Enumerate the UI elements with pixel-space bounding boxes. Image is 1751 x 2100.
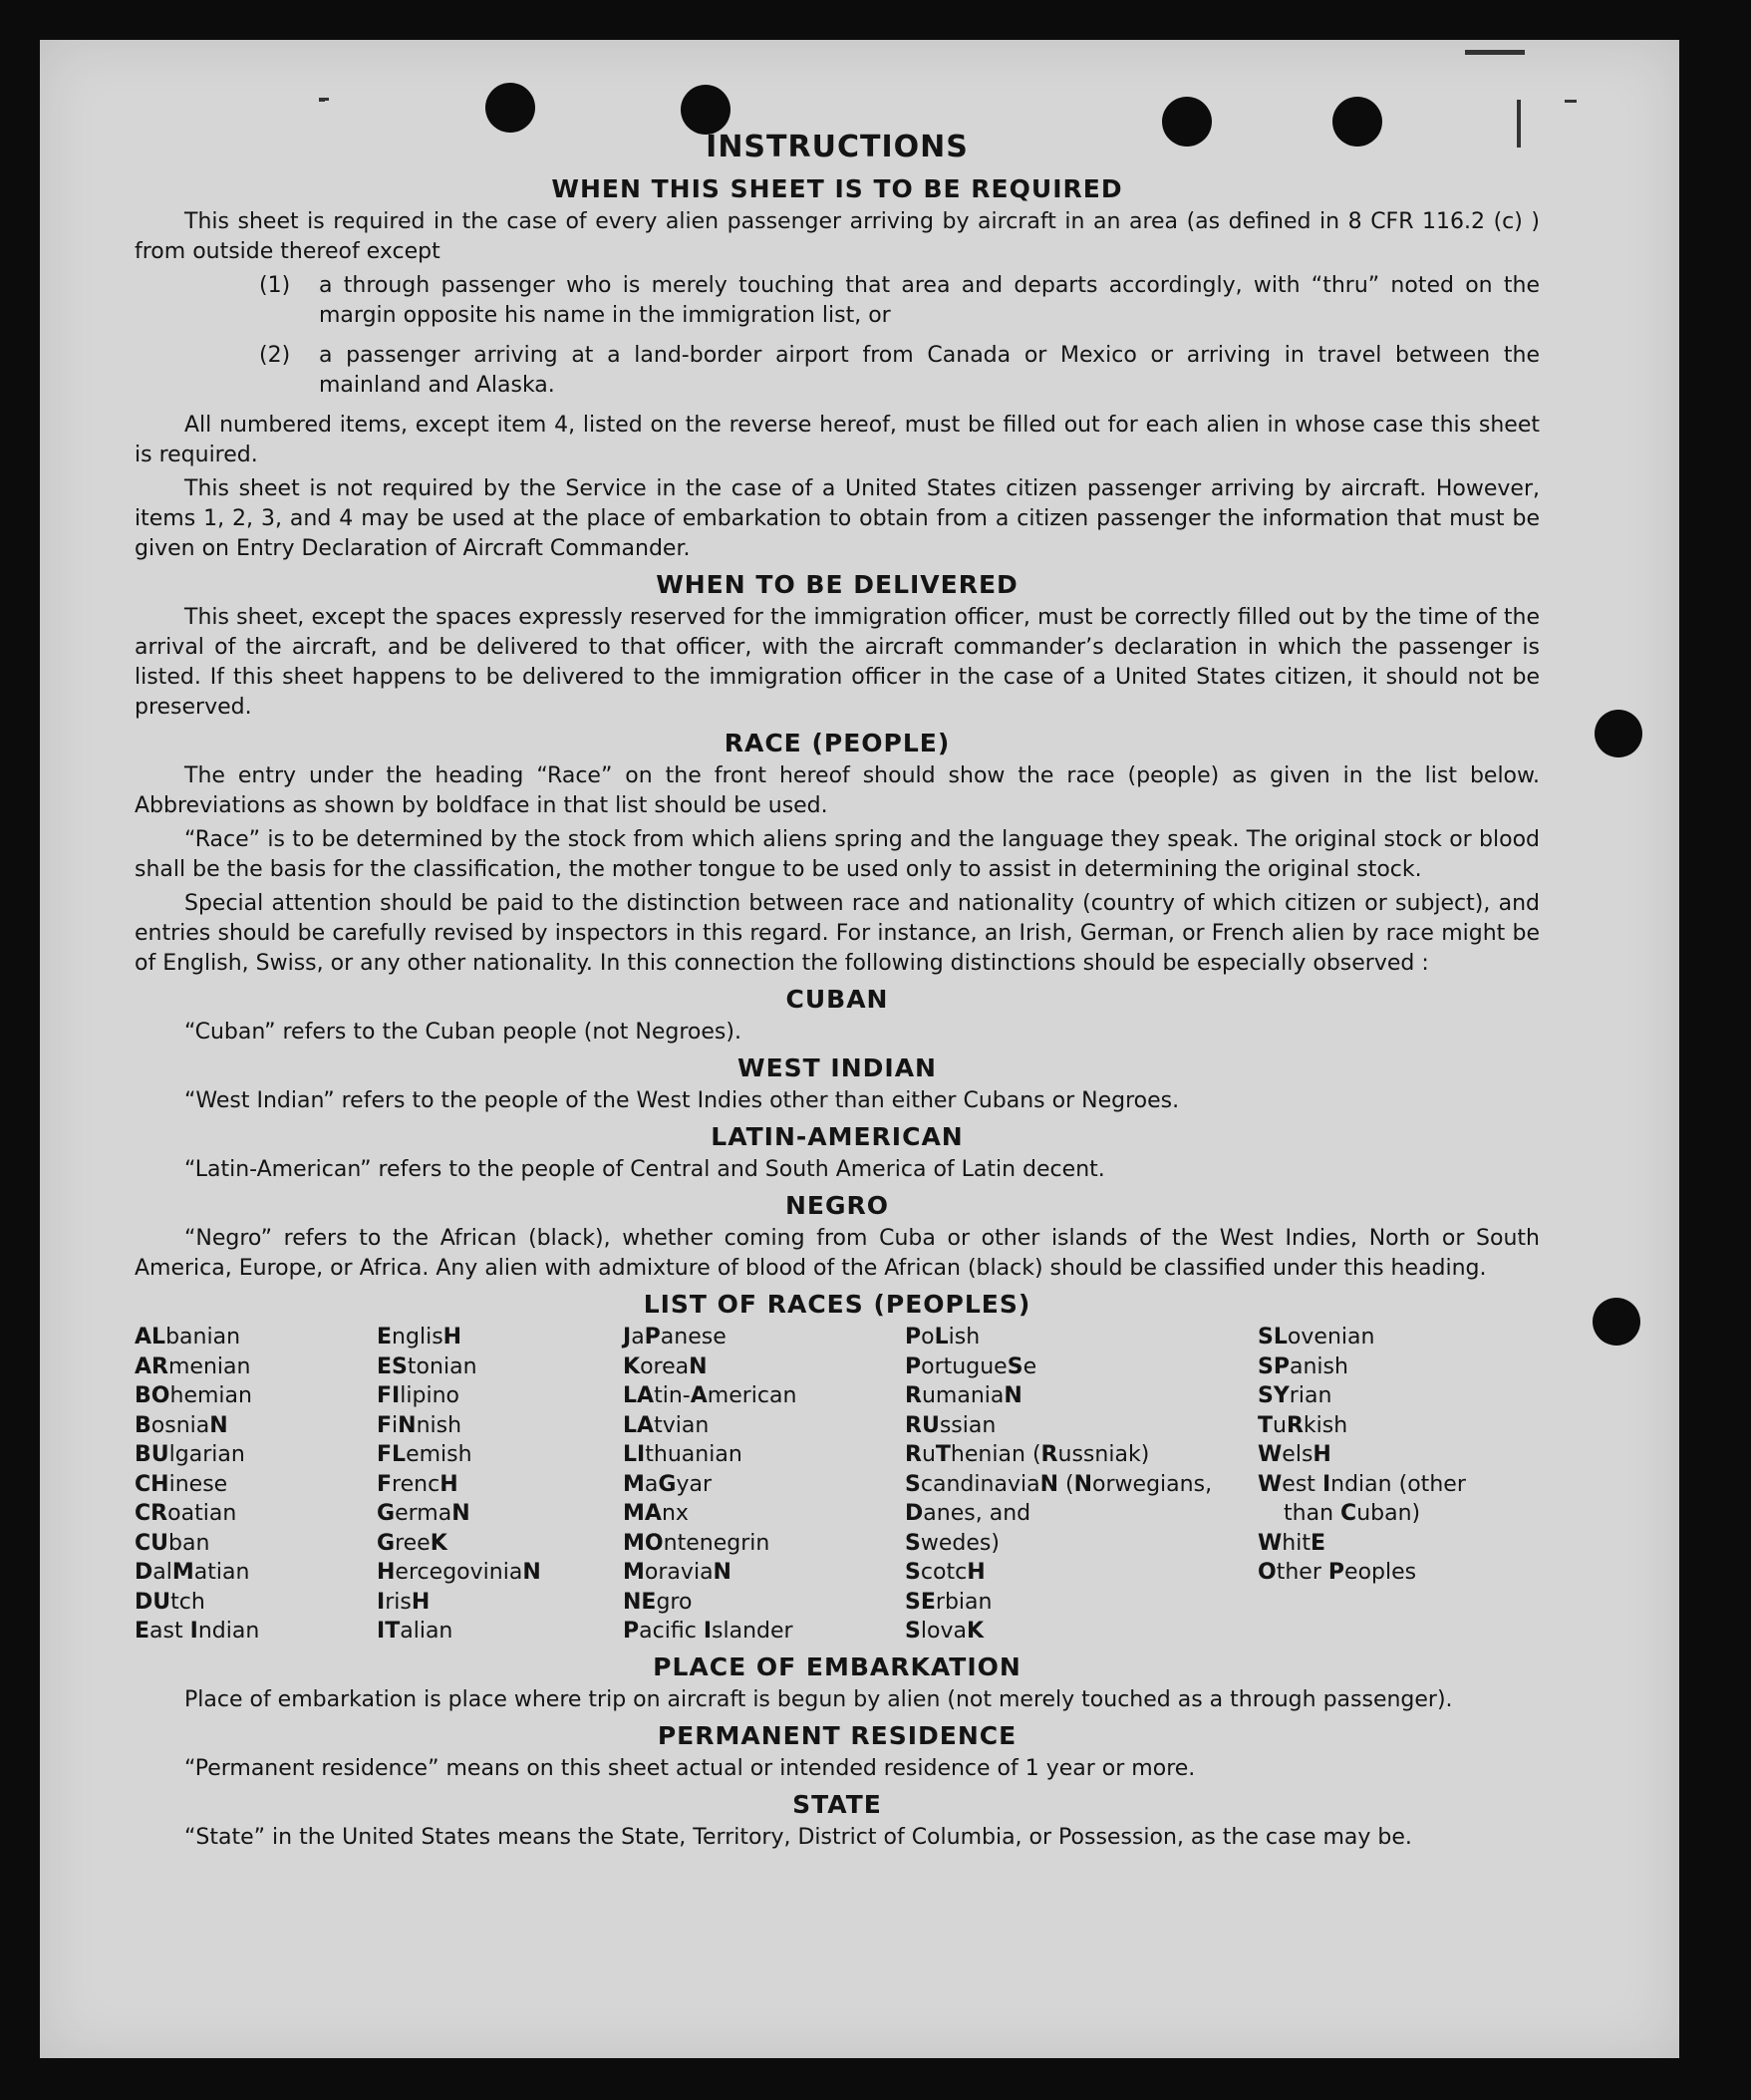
race-entry: RumaniaN [905,1383,1022,1408]
paragraph: “State” in the United States means the State, Territory, District of Columbia, or Possession, as the case may be. [184,1824,1412,1850]
section-heading: RACE (PEOPLE) [724,729,951,757]
race-entry: East Indian [135,1619,260,1644]
paragraph: Special attention should be paid to the distinction between race and nationality (country of which citizen or subject), and entries should be carefully revised by inspectors in this regard. For instance, an Irish, German, or French alien by race might be of English, Swiss, or any other nationality. In this connection the following distinctions should be especially observed : [135,891,1540,976]
race-list [135,1323,1540,1647]
race-entry: ARmenian [135,1353,251,1379]
punch-hole [1595,710,1642,757]
item-text: a passenger arriving at a land-border airport from Canada or Mexico or arriving in travel between the mainland and Alaska. [319,343,1540,398]
race-entry: West Indian (other [1258,1471,1466,1497]
paragraph: This sheet is required in the case of every alien passenger arriving by aircraft in an area (as defined in 8 CFR 116.2 (c) ) from outside thereof except [135,209,1540,264]
race-entry: WelsH [1258,1442,1331,1467]
race-entry: SLovenian [1258,1325,1375,1350]
race-entry: ITalian [377,1619,453,1644]
race-entry: than Cuban) [1284,1501,1421,1526]
race-entry: LAtvian [623,1412,710,1438]
race-entry: FIlipino [377,1383,459,1408]
race-entry: SlovaK [905,1619,985,1644]
race-entry: FLemish [377,1442,472,1467]
race-entry: DalMatian [135,1560,250,1585]
section-heading: PERMANENT RESIDENCE [657,1720,1018,1750]
race-entry: RUssian [905,1412,997,1438]
race-entry: ScandinaviaN (Norwegians, [905,1471,1213,1497]
race-entry: FrencH [377,1471,458,1497]
punch-hole [1593,1298,1640,1346]
race-entry: CHinese [135,1471,228,1497]
race-entry: PortugueSe [905,1353,1037,1379]
race-entry: Swedes) [905,1530,1000,1556]
section-heading: PLACE OF EMBARKATION [653,1651,1021,1681]
race-entry: JaPanese [623,1325,727,1350]
race-entry: LAtin-American [623,1383,797,1408]
race-entry: NEgro [623,1589,693,1615]
race-entry: BUlgarian [135,1442,245,1467]
list-item [135,271,1540,331]
paragraph: Place of embarkation is place where trip on aircraft is begun by alien (not merely touched as a through passenger). [184,1686,1453,1712]
race-entry: DUtch [135,1589,205,1615]
paragraph: “Latin-American” refers to the people of Central and South America of Latin decent. [184,1157,1105,1182]
race-entry: MoraviaN [623,1560,731,1585]
race-entry: KoreaN [623,1353,708,1379]
paragraph: “West Indian” refers to the people of the West Indies other than either Cubans or Negroes. [184,1088,1180,1113]
race-entry: ScotcH [905,1560,986,1585]
race-entry: MAnx [623,1501,689,1526]
race-entry: CUban [135,1530,210,1556]
race-column [377,1323,623,1647]
race-column [623,1323,905,1647]
race-entry: PoLish [905,1325,981,1350]
race-entry: Pacifc Islander [623,1619,793,1644]
paragraph: “Cuban” refers to the Cuban people (not Negroes). [184,1020,741,1045]
item-number: (2) [259,343,291,368]
paragraph: “Permanent residence” means on this sheet actual or intended residence of 1 year or more. [184,1755,1196,1781]
item-text: a through passenger who is merely touching that area and departs accordingly, with “thru” noted on the margin opposite his name in the immigration list, or [319,273,1540,328]
race-column [1258,1323,1527,1647]
section-heading: CUBAN [785,985,889,1014]
race-entry: MOntenegrin [623,1530,770,1556]
race-entry: EStonian [377,1353,477,1379]
race-entry: TuRkish [1258,1412,1348,1438]
race-entry: GermaN [377,1501,470,1526]
section-heading: STATE [792,1789,882,1819]
race-entry: Other Peoples [1258,1560,1417,1585]
race-entry: RuThenian (Russniak) [905,1442,1150,1467]
race-entry: CRoatian [135,1501,237,1526]
race-entry: ALbanian [135,1325,241,1350]
race-entry: BosniaN [135,1412,228,1438]
speck [1565,100,1577,103]
race-entry: MaGyar [623,1471,713,1497]
section-heading: WHEN THIS SHEET IS TO BE REQUIRED [551,174,1123,203]
speck [319,98,329,101]
race-entry: BOhemian [135,1383,252,1408]
speck [1465,50,1525,55]
race-entry: EnglisH [377,1325,462,1350]
paragraph: “Race” is to be determined by the stock from which aliens spring and the language they speak. The original stock or blood shall be the basis for the classification, the mother tongue to be used only to assist in determining the original stock. [135,827,1540,882]
punch-hole [485,83,535,133]
paragraph: “Negro” refers to the African (black), whether coming from Cuba or other islands of the West Indies, North or South America, Europe, or Africa. Any alien with admixture of blood of the African (black) should be classified under this heading. [135,1226,1540,1281]
paragraph: This sheet, except the spaces expressly reserved for the immigration officer, must be correctly filled out by the time of the arrival of the aircraft, and be delivered to that officer, with the aircraft commander’s declaration in which the passenger is listed. If this sheet happens to be delivered to the immigration officer in the case of a United States citizen, it should not be preserved. [135,605,1540,720]
paragraph: All numbered items, except item 4, listed on the reverse hereof, must be filled out for each alien in whose case this sheet is required. [135,413,1540,467]
race-entry: GreeK [377,1530,447,1556]
race-entry: IrisH [377,1589,431,1615]
section-heading: WEST INDIAN [737,1053,937,1082]
section-heading: NEGRO [784,1191,890,1220]
punch-hole [681,85,730,135]
section-heading: WHEN TO BE DELIVERED [656,570,1019,599]
page-title: INSTRUCTIONS [706,130,969,164]
race-entry: Danes, and [905,1501,1031,1526]
race-entry: LIthuanian [623,1442,742,1467]
race-entry: SPanish [1258,1353,1348,1379]
race-entry: HercegoviniaN [377,1560,541,1585]
race-column [135,1323,377,1647]
section-heading: LIST OF RACES (PEOPLES) [643,1290,1031,1319]
paragraph: The entry under the heading “Race” on the front hereof should show the race (people) as given in the list below. Abbreviations as shown by boldface in that list should be used. [135,763,1540,818]
section-heading: LATIN-AMERICAN [711,1122,964,1151]
race-column [905,1323,1258,1647]
race-entry: SYrian [1258,1383,1332,1408]
item-number: (1) [259,273,291,298]
race-entry: WhitE [1258,1530,1326,1556]
race-entry: SErbian [905,1589,993,1615]
paragraph: This sheet is not required by the Service in the case of a United States citizen passenger arriving by aircraft. However, items 1, 2, 3, and 4 may be used at the place of embarkation to obtain from a citizen passenger the information that must be given on Entry Declaration of Aircraft Commander. [135,476,1540,561]
list-item [135,341,1540,401]
instructions-content [135,130,1540,1855]
race-entry: FiNnish [377,1412,462,1438]
